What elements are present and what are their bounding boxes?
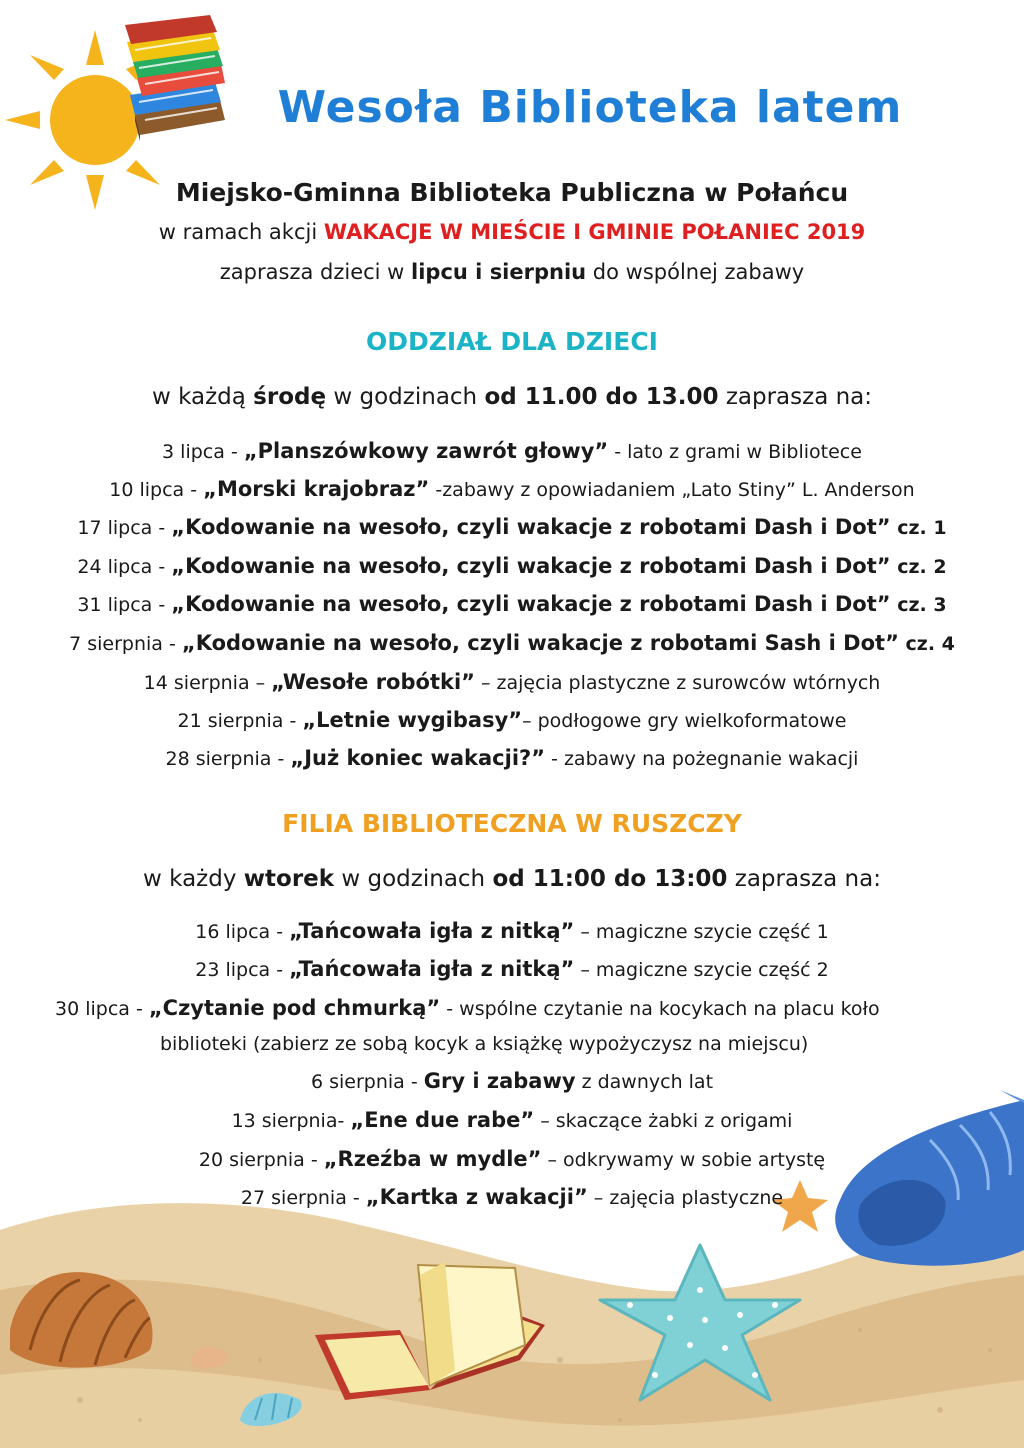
event-row	[0, 592, 1024, 616]
event-desc: – zajęcia plastyczne	[587, 1187, 784, 1209]
intro-text: zaprasza na:	[727, 866, 881, 892]
event-row	[0, 670, 1024, 694]
event-part: cz. 2	[890, 556, 947, 578]
event-row	[0, 1069, 1024, 1093]
campaign-prefix: w ramach akcji	[158, 220, 324, 244]
event-title: „Kodowanie na wesoło, czyli wakacje z robotami Dash i Dot”	[171, 554, 891, 578]
event-desc: -zabawy z opowiadaniem „Lato Stiny” L. Anderson	[429, 479, 915, 501]
event-row	[0, 515, 1024, 539]
event-desc: – podłogowe gry wielkoformatowe	[522, 710, 847, 732]
intro-day: wtorek	[243, 866, 335, 892]
event-date: 30 lipca -	[55, 998, 149, 1020]
event-date: 3 lipca -	[162, 441, 244, 463]
event-date: 14 sierpnia –	[143, 672, 272, 694]
event-title: „Kartka z wakacji”	[365, 1185, 588, 1209]
event-date: 16 lipca -	[195, 921, 290, 943]
event-title: „Rzeźba w mydle”	[323, 1147, 542, 1171]
event-row	[0, 477, 1024, 501]
event-title: Gry i zabawy	[423, 1069, 576, 1093]
event-title: „Ene due rabe”	[350, 1108, 535, 1132]
event-date: 17 lipca -	[77, 517, 172, 539]
invitation-text: zaprasza dzieci w	[219, 260, 412, 284]
event-title: „Wesołe robótki”	[271, 670, 475, 694]
campaign-line	[0, 220, 1024, 244]
event-row	[0, 439, 1024, 463]
event-date: 10 lipca -	[109, 479, 204, 501]
event-title: „Czytanie pod chmurką”	[148, 996, 441, 1020]
event-desc: – zajęcia plastyczne z surowców wtórnych	[474, 672, 881, 694]
event-row	[55, 996, 1015, 1020]
event-row	[0, 554, 1024, 578]
event-row	[0, 1108, 1024, 1132]
event-desc: – skaczące żabki z origami	[534, 1110, 793, 1132]
campaign-name: WAKACJE W MIEŚCIE I GMINIE POŁANIEC 2019	[323, 220, 866, 244]
intro-text: w godzinach	[334, 866, 493, 892]
event-row	[0, 1185, 1024, 1209]
event-row	[0, 1147, 1024, 1171]
event-title: „Już koniec wakacji?”	[290, 746, 546, 770]
event-desc: z dawnych lat	[575, 1071, 714, 1093]
event-title: „Planszówkowy zawrót głowy”	[243, 439, 609, 463]
event-desc: - wspólne czytanie na kocykach na placu koło	[440, 998, 880, 1020]
intro-hours: od 11.00 do 13.00	[484, 384, 719, 410]
event-row-continuation	[160, 1033, 1020, 1055]
event-date: 6 sierpnia -	[310, 1071, 424, 1093]
section-heading-children: ODDZIAŁ DLA DZIECI	[366, 327, 658, 356]
event-row	[0, 919, 1024, 943]
event-title: „Morski krajobraz”	[203, 477, 430, 501]
event-desc: - lato z grami w Bibliotece	[608, 441, 862, 463]
section2-intro	[0, 866, 1024, 892]
event-desc: – odkrywamy w sobie artystę	[541, 1149, 826, 1171]
event-part: cz. 1	[890, 517, 947, 539]
event-row	[0, 708, 1024, 732]
event-title: „Letnie wygibasy”	[302, 708, 523, 732]
invitation-line	[0, 260, 1024, 284]
page-title: Wesoła Biblioteka latem	[277, 82, 903, 133]
invitation-text-end: do wspólnej zabawy	[586, 260, 805, 284]
books-stack-icon	[125, 15, 225, 141]
event-part: cz. 3	[890, 594, 947, 616]
invitation-and: i	[467, 260, 490, 284]
section-heading-branch: FILIA BIBLIOTECZNA W RUSZCZY	[282, 809, 742, 838]
event-desc: biblioteki (zabierz ze sobą kocyk a książkę wypożyczysz na miejscu)	[160, 1033, 809, 1055]
invitation-august: sierpniu	[489, 260, 587, 284]
event-date: 7 sierpnia -	[69, 633, 182, 655]
intro-text: w godzinach	[326, 384, 485, 410]
event-row	[0, 957, 1024, 981]
intro-text: w każdy	[143, 866, 244, 892]
event-title: „Tańcowała igła z nitką”	[289, 957, 575, 981]
event-row	[0, 631, 1024, 655]
event-desc: - zabawy na pożegnanie wakacji	[545, 748, 859, 770]
event-date: 28 sierpnia -	[165, 748, 291, 770]
organizer-name: Miejsko-Gminna Biblioteka Publiczna w Połańcu	[175, 178, 849, 207]
section1-intro	[0, 384, 1024, 410]
intro-hours: od 11:00 do 13:00	[492, 866, 728, 892]
event-date: 13 sierpnia-	[231, 1110, 351, 1132]
invitation-july: lipcu	[411, 260, 468, 284]
event-part: cz. 4	[898, 633, 955, 655]
event-date: 27 sierpnia -	[240, 1187, 366, 1209]
intro-text: w każdą	[151, 384, 254, 410]
event-title: „Tańcowała igła z nitką”	[289, 919, 575, 943]
event-title: „Kodowanie na wesoło, czyli wakacje z robotami Dash i Dot”	[171, 592, 891, 616]
event-desc: – magiczne szycie część 2	[574, 959, 829, 981]
intro-day: środę	[253, 384, 327, 410]
event-date: 20 sierpnia -	[198, 1149, 324, 1171]
event-date: 24 lipca -	[77, 556, 172, 578]
event-date: 23 lipca -	[195, 959, 290, 981]
event-date: 31 lipca -	[77, 594, 172, 616]
event-desc: – magiczne szycie część 1	[574, 921, 829, 943]
event-date: 21 sierpnia -	[177, 710, 303, 732]
intro-text: zaprasza na:	[718, 384, 873, 410]
event-title: „Kodowanie na wesoło, czyli wakacje z robotami Dash i Dot”	[171, 515, 891, 539]
event-row	[0, 746, 1024, 770]
event-title: „Kodowanie na wesoło, czyli wakacje z robotami Sash i Dot”	[181, 631, 899, 655]
